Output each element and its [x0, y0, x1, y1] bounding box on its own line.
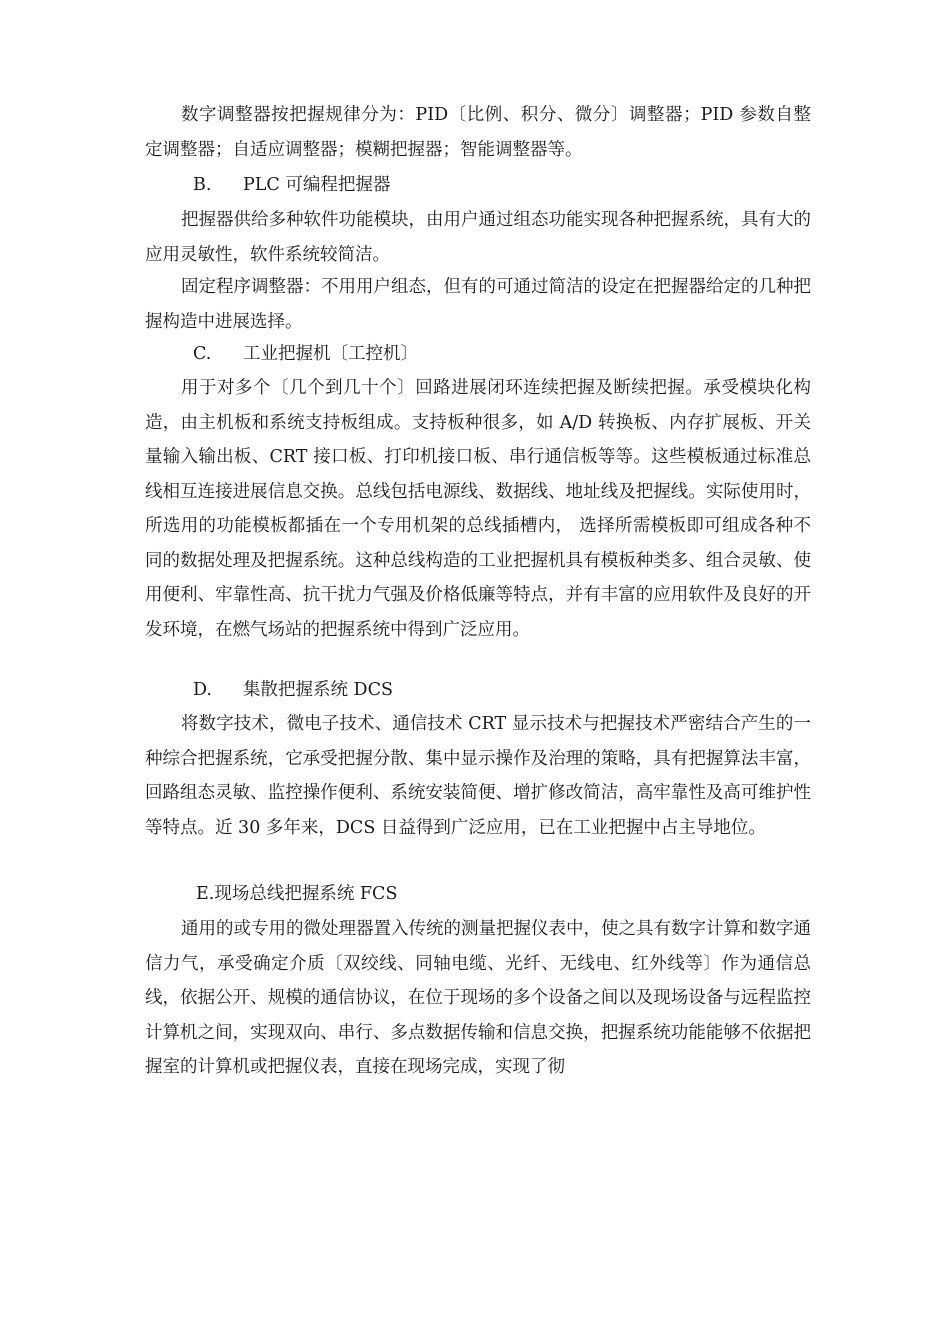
section-title-d: 集散把握系统 DCS	[243, 680, 393, 700]
section-title-e: 现场总线把握系统 FCS	[214, 884, 398, 904]
section-heading-d	[193, 673, 393, 708]
section-letter-b: B.	[193, 175, 212, 195]
section-letter-c: C.	[193, 344, 212, 364]
section-title-c: 工业把握机〔工控机〕	[243, 344, 418, 364]
section-letter-d: D.	[193, 680, 212, 700]
paragraph-dcs: 将数字技术，微电子技术、通信技术 CRT 显示技术与把握技术严密结合产生的一种综合把握系统，它承受把握分散、集中显示操作及治理的策略，具有把握算法丰富，回路组态灵敏、监控操作便利、系统安装简便、增扩修改简洁，高牢靠性及高可维护性等特点。近 30 多年来，DCS 日益得到广泛应用，已在工业把握中占主导地位。	[145, 714, 811, 838]
paragraph-industrial-computer: 用于对多个〔几个到几十个〕回路进展闭环连续把握及断续把握。承受模块化构造，由主机板和系统支持板组成。支持板种很多，如 A/D 转换板、内存扩展板、开关量输入输出板、CRT 接口板、打印机接口板、串行通信板等等。这些模板通过标准总线相互连接进展信息交换。总线包括电源线、数据线、地址线及把握线。实际使用时，所选用的功能模板都插在一个专用机架的总线插槽内， 选择所需模板即可组成各种不同的数据处理及把握系统。这种总线构造的工业把握机具有模板种类多、组合灵敏、使用便利、牢靠性高、抗干扰力气强及价格低廉等特点，并有丰富的应用软件及良好的开发环境，在燃气场站的把握系统中得到广泛应用。	[145, 378, 811, 640]
paragraph-fcs: 通用的或专用的微处理器置入传统的测量把握仪表中，使之具有数字计算和数字通信力气，承受确定介质〔双绞线、同轴电缆、光纤、无线电、红外线等〕作为通信总线，依据公开、规模的通信协议，在位于现场的多个设备之间以及现场设备与远程监控计算机之间，实现双向、串行、多点数据传输和信息交换，把握系统功能能够不依据把握室的计算机或把握仪表，直接在现场完成，实现了彻	[145, 919, 811, 1077]
paragraph-fixed-program: 固定程序调整器：不用用户组态，但有的可通过简洁的设定在把握器给定的几种把握构造中进展选择。	[145, 277, 811, 332]
paragraph-plc-description: 把握器供给多种软件功能模块，由用户通过组态功能实现各种把握系统，具有大的应用灵敏性，软件系统较简洁。	[145, 210, 811, 265]
section-heading-e	[196, 877, 397, 912]
section-letter-e: E.	[196, 884, 215, 904]
section-title-b: PLC 可编程把握器	[243, 175, 391, 195]
paragraph-digital-regulator: 数字调整器按把握规律分为：PID〔比例、积分、微分〕调整器；PID 参数自整定调整器；自适应调整器；模糊把握器；智能调整器等。	[145, 105, 811, 160]
section-heading-c	[193, 337, 418, 372]
section-heading-b	[193, 168, 390, 203]
